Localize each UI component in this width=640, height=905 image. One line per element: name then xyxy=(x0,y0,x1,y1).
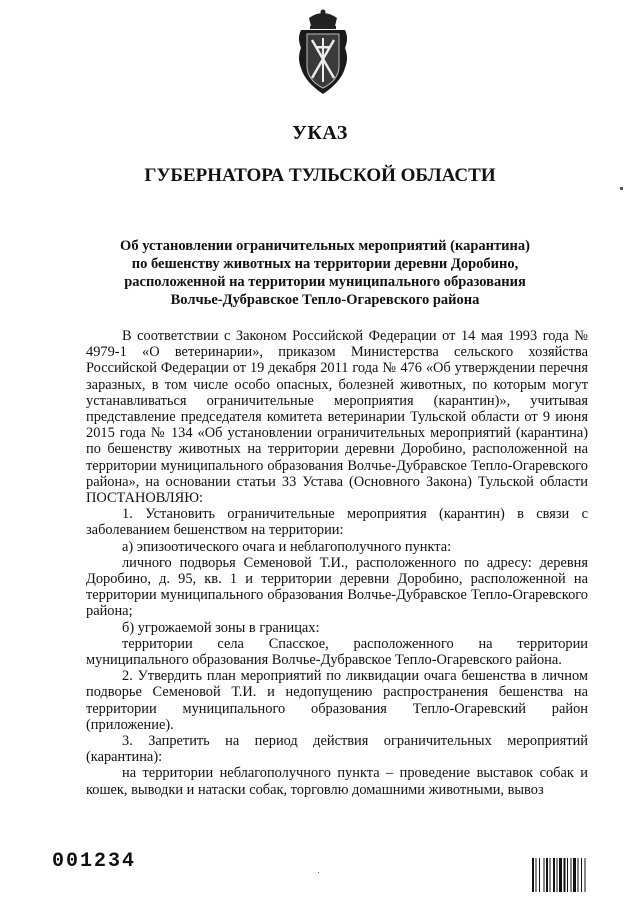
clause-3: 3. Запретить на период действия ограничительных мероприятий (карантина): xyxy=(86,733,588,766)
clause-2: 2. Утвердить план мероприятий по ликвидации очага бешенства в личном подворье Семеновой Т.И. и недопущению распространения бешенства на территории муниципального образования Тепло-Огаревский район (приложение). xyxy=(86,668,588,733)
document-serial-number: 001234 xyxy=(52,850,137,873)
subject-line: расположенной на территории муниципального образования xyxy=(124,274,526,290)
clause-1b-text: территории села Спасское, расположенного на территории муниципального образования Волчье-Дубравское Тепло-Огаревского района. xyxy=(86,635,588,669)
barcode-bar xyxy=(564,858,566,892)
barcode-bar xyxy=(559,858,562,892)
clause-1a: а) эпизоотического очага и неблагополучного пункта: xyxy=(122,538,452,555)
barcode-bar xyxy=(550,858,551,892)
subject-line: Волчье-Дубравское Тепло-Огаревского района xyxy=(170,292,480,308)
barcode-bar xyxy=(553,858,555,892)
scan-mark xyxy=(620,187,623,190)
barcode-bar xyxy=(544,858,545,892)
barcode-icon xyxy=(532,858,612,892)
decree-subject xyxy=(90,237,560,309)
issuer-title: ГУБЕРНАТОРА ТУЛЬСКОЙ ОБЛАСТИ xyxy=(144,165,496,186)
decree-body xyxy=(86,328,588,798)
scan-mark xyxy=(318,872,319,873)
barcode-bar xyxy=(581,858,582,892)
subject-line: по бешенству животных на территории деревни Доробино, xyxy=(131,256,519,272)
barcode-bar xyxy=(532,858,534,892)
clause-1a-text: личного подворья Семеновой Т.И., расположенного по адресу: деревня Доробино, д. 95, кв. 1 и территории деревни Доробино, расположенной на территории муниципального образования Волчье-Дубравское Тепло-Огаревского района; xyxy=(86,554,588,620)
clause-1b: б) угрожаемой зоны в границах: xyxy=(122,619,320,636)
barcode-bar xyxy=(567,858,568,892)
preamble-paragraph: В соответствии с Законом Российской Федерации от 14 мая 1993 года № 4979-1 «О ветеринарии», приказом Министерства сельского хозяйства Российской Федерации от 19 декабря 2011 года № 476 «Об утверждении перечня заразных, в том числе особо опасных, болезней животных, по которым могут устанавливаться ограничительные мероприятия (карантин)», учитывая представление председателя комитета ветеринарии Тульской области от 9 июня 2015 года № 134 «Об установлении ограничительных мероприятий (карантина) по бешенству животных на территории деревни Доробино, расположенной на территории муниципального образования Волчье-Дубравское Тепло-Огаревского района», на основании статьи 33 Устава (Основного Закона) Тульской области ПОСТАНОВЛЯЮ: xyxy=(86,328,588,507)
clause-1: 1. Установить ограничительные мероприятия (карантин) в связи с заболеванием бешенством на территории: xyxy=(86,506,588,539)
barcode-bar xyxy=(536,858,537,892)
barcode-bar xyxy=(539,858,540,892)
document-type-title: УКАЗ xyxy=(292,122,348,144)
barcode-bar xyxy=(557,858,558,892)
barcode-bar xyxy=(571,858,572,892)
clause-3-text: на территории неблагополучного пункта – проведение выставок собак и кошек, выводки и натаски собак, торговлю домашними животными, вывоз xyxy=(86,765,588,798)
barcode-bar xyxy=(585,858,586,892)
tula-coat-of-arms-icon xyxy=(295,8,351,98)
subject-line: Об установлении ограничительных мероприятий (карантина) xyxy=(120,238,530,254)
barcode-bar xyxy=(546,858,548,892)
barcode-bar xyxy=(578,858,579,892)
barcode-bar xyxy=(573,858,576,892)
